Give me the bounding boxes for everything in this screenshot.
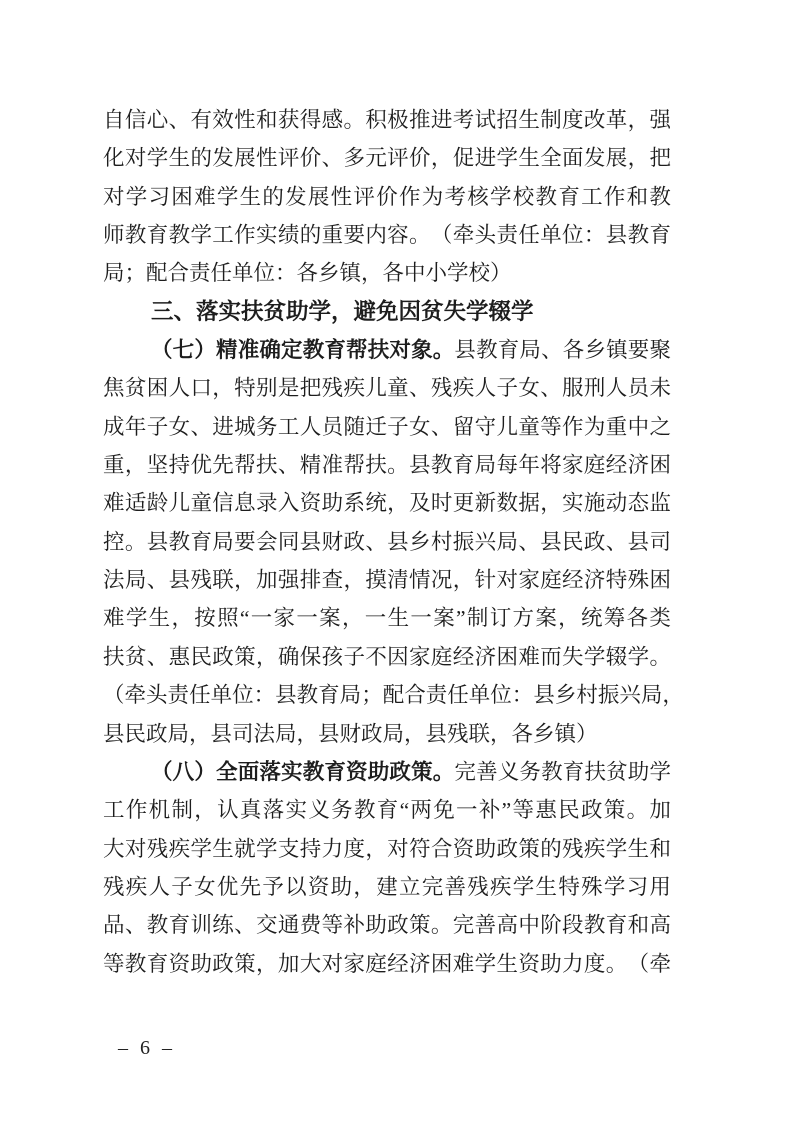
body-line: 重 ， 坚 持 优 先 帮 扶 、 精 准 帮 扶 。 县 教 育 局 每 年 将 家 庭 经 济 困 [103,453,671,478]
body-line: 品 、 教 育 训 练 、 交 通 费 等 补 助 政 策 。 完 善 高 中 阶 段 教 育 和 高 [103,913,671,938]
body-line: 局；配合责任单位：各乡镇，各中小学校） [103,261,512,286]
body-line: 师 教 育 教 学 工 作 实 绩 的 重 要 内 容 。 （ 牵 头 责 任 单 位 ： 县 教 育 [103,223,671,248]
body-line: 难 学 生 ， 按 照 “ 一 家 一 案 ， 一 生 一 案 ” 制 订 方 案 ， 统 筹 各 类 [103,606,671,631]
page-number: – 6 – [118,1037,174,1059]
body-line: 化 对 学 生 的 发 展 性 评 价 、 多 元 评 价 ， 促 进 学 生 全 面 发 展 ， 把 [103,146,671,171]
body-line: 大 对 残 疾 学 生 就 学 支 持 力 度 ， 对 符 合 资 助 政 策 的 残 疾 学 生 和 [103,836,671,861]
body-line: 自 信 心 、 有 效 性 和 获 得 感 。 积 极 推 进 考 试 招 生 制 度 改 革 ， 强 [103,108,671,132]
body-line: 难 适 龄 儿 童 信 息 录 入 资 助 系 统 ， 及 时 更 新 数 据 ， 实 施 动 态 监 [103,491,671,516]
body-line: 工 作 机 制 ， 认 真 落 实 义 务 教 育 “ 两 免 一 补 ” 等 惠 民 政 策 。 加 [103,798,671,823]
paragraph-8-lead-line: （ 八 ） 全 面 落 实 教 育 资 助 政 策 。 完 善 义 务 教 育 扶 贫 助 学 [151,759,671,784]
document-body [103,101,684,983]
body-line: 焦 贫 困 人 口 ， 特 别 是 把 残 疾 儿 童 、 残 疾 人 子 女 、 服 刑 人 员 未 [103,376,671,401]
body-line: （ 牵 头 责 任 单 位 ： 县 教 育 局 ； 配 合 责 任 单 位 ： 县 乡 村 振 兴 局 ， [103,683,684,708]
section-heading: 三、落实扶贫助学，避免因贫失学辍学 [151,298,534,324]
body-line: 扶 贫 、 惠 民 政 策 ， 确 保 孩 子 不 因 家 庭 经 济 困 难 而 失 学 辍 学 。 [103,644,671,669]
body-line: 等 教 育 资 助 政 策 ， 加 大 对 家 庭 经 济 困 难 学 生 资 助 力 度 。 （ 牵 [103,951,671,976]
body-line: 对 学 习 困 难 学 生 的 发 展 性 评 价 作 为 考 核 学 校 教 育 工 作 和 教 [103,184,671,209]
body-line: 县民政局，县司法局，县财政局，县残联，各乡镇） [103,721,598,746]
paragraph-7-lead-line: （ 七 ） 精 准 确 定 教 育 帮 扶 对 象 。 县 教 育 局 、 各 乡 镇 要 聚 [151,338,671,363]
body-line: 法 局 、 县 残 联 ， 加 强 排 查 ， 摸 清 情 况 ， 针 对 家 庭 经 济 特 殊 困 [103,568,671,593]
body-line: 控 。 县 教 育 局 要 会 同 县 财 政 、 县 乡 村 振 兴 局 、 县 民 政 、 县 司 [103,529,671,554]
body-line: 成 年 子 女 、 进 城 务 工 人 员 随 迁 子 女 、 留 守 儿 童 等 作 为 重 中 之 [103,414,671,439]
body-line: 残 疾 人 子 女 优 先 予 以 资 助 ， 建 立 完 善 残 疾 学 生 特 殊 学 习 用 [103,874,671,899]
